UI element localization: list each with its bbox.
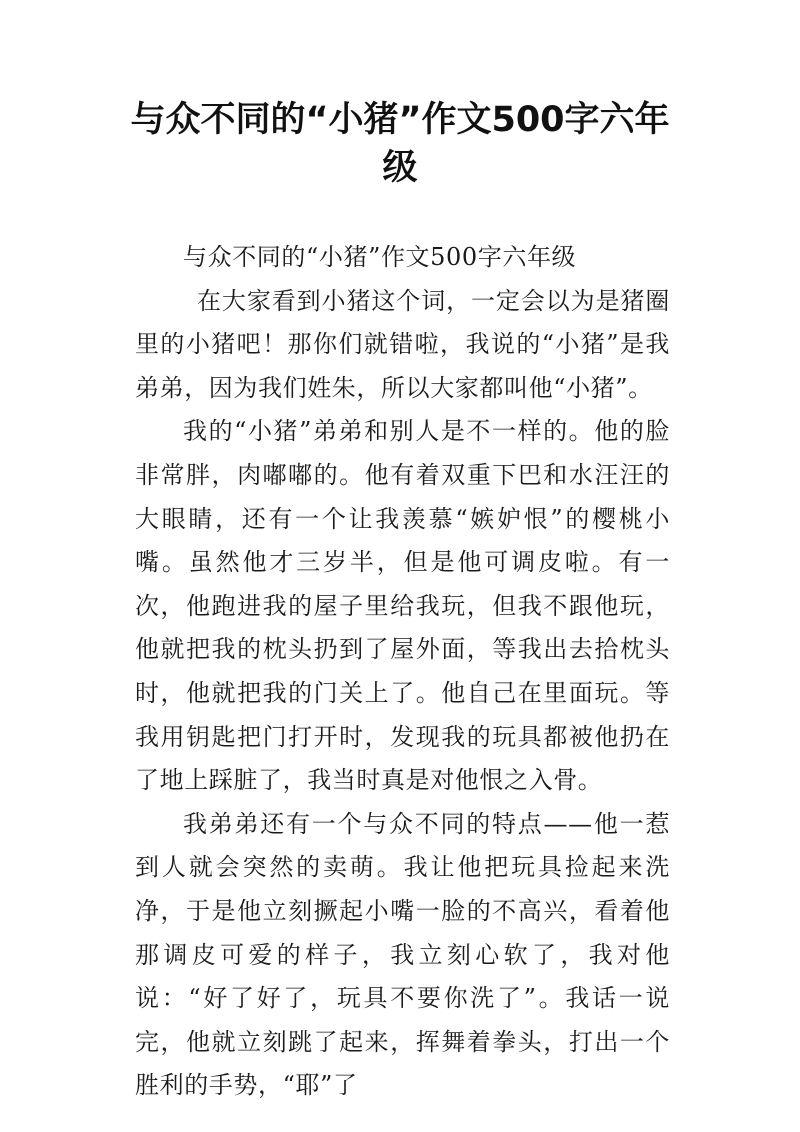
paragraph-3: 我弟弟还有一个与众不同的特点——他一惹到人就会突然的卖萌。我让他把玩具捡起来洗净，于是他立刻撅起小嘴一脸的不高兴，看着他那调皮可爱的样子，我立刻心软了，我对他说：“好了好了，玩具不要你洗了”。我话一说完，他就立刻跳了起来，挥舞着拳头，打出一个胜利的手势，“耶”了	[135, 809, 670, 1100]
paragraph-1: 在大家看到小猪这个词，一定会以为是猪圈里的小猪吧！那你们就错啦，我说的“小猪”是我弟弟，因为我们姓朱，所以大家都叫他“小猪”。	[135, 286, 670, 402]
paragraph-subtitle: 与众不同的“小猪”作文500字六年级	[183, 243, 577, 271]
paragraph-2: 我的“小猪”弟弟和别人是不一样的。他的脸非常胖，肉嘟嘟的。他有着双重下巴和水汪汪的大眼睛，还有一个让我羡慕“嫉妒恨”的樱桃小嘴。虽然他才三岁半，但是他可调皮啦。有一次，他跑进我的屋子里给我玩，但我不跟他玩，他就把我的枕头扔到了屋外面，等我出去拾枕头时，他就把我的门关上了。他自己在里面玩。等我用钥匙把门打开时，发现我的玩具都被他扔在了地上踩脏了，我当时真是对他恨之入骨。	[135, 417, 670, 795]
document-title: 与众不同的“小猪”作文500字六年级	[130, 100, 670, 188]
document-body	[135, 236, 670, 1108]
